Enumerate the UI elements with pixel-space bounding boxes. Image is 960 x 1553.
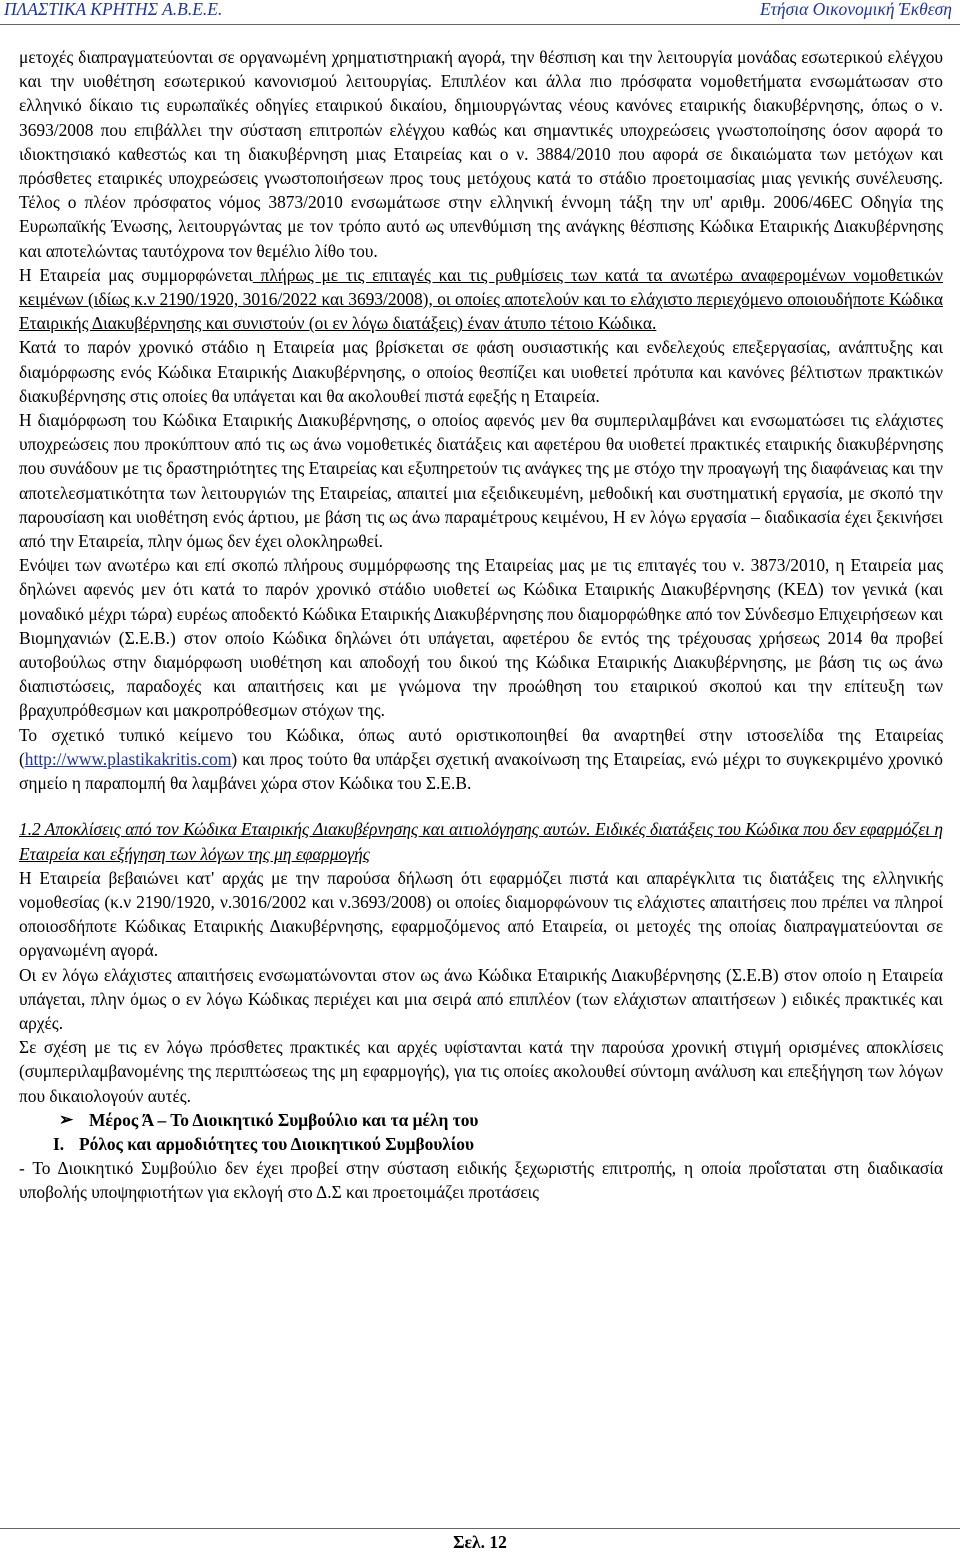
page-number: Σελ. 12 (453, 1532, 507, 1552)
paragraph: Σε σχέση με τις εν λόγω πρόσθετες πρακτικές και αρχές υφίστανται κατά την παρούσα χρονική στιγμή ορισμένες αποκλίσεις (συμπεριλαμβανομένης της περιπτώσεως της μη εφαρμογής), για τις οποίες ακολουθεί σύντομη ανάλυση και επεξήγηση των λόγων που δικαιολογούν αυτές. (19, 1037, 943, 1106)
page-body (19, 45, 943, 1205)
subsection-heading-text: Ρόλος και αρμοδιότητες του Διοικητικού Συμβουλίου (79, 1133, 475, 1154)
paragraph: Κατά το παρόν χρονικό στάδιο η Εταιρεία μας βρίσκεται σε φάση ουσιαστικής και ενδελεχούς επεξεργασίας, ανάπτυξης και διαμόρφωσης ενός Κώδικα Εταιρικής Διακυβέρνησης, ο οποίος θεσπίζει και υιοθετεί πρότυπα και κανόνες βέλτιστων πρακτικών διακυβέρνησης στις οποίες θα υπάγεται και θα ακολουθεί πιστά εφεξής η Εταιρεία. (19, 337, 943, 406)
company-name: ΠΛΑΣΤΙΚΑ ΚΡΗΤΗΣ Α.Β.Ε.Ε. (4, 0, 223, 19)
paragraph-lead: Η Εταιρεία μας συμμορφώνεται (19, 264, 253, 285)
paragraph (19, 723, 943, 796)
report-title: Ετήσια Οικονομική Έκθεση (759, 0, 952, 19)
section-title: 1.2 Αποκλίσεις από τον Κώδικα Εταιρικής Διακυβέρνησης και αιτιολόγησης αυτών. Ειδικές διατάξεις του Κώδικα που δεν εφαρμόζει η Εταιρεία και εξήγηση των λόγων της μη εφαρμογής (19, 819, 943, 864)
paragraph: μετοχές διαπραγματεύονται σε οργανωμένη χρηματιστηριακή αγορά, την θέσπιση και την λειτουργία μονάδας εσωτερικού ελέγχου και την υιοθέτηση εσωτερικού κανονισμού λειτουργίας. Επιπλέον και άλλα πιο πρόσφατα νομοθετήματα ενσωμάτωσαν στο ελληνικό δίκαιο τις ευρωπαϊκές οδηγίες εταιρικού δικαίου, δημιουργώντας νέους κανόνες εταιρικής διακυβέρνησης, όπως ο ν. 3693/2008 που επιβάλλει την σύσταση επιτροπών ελέγχου καθώς και σημαντικές υποχρεώσεις γνωστοποίησης όσον αφορά το ιδιοκτησιακό καθεστώς και τη διακυβέρνηση μιας Εταιρείας και ο ν. 3884/2010 που αφορά σε δικαιώματα των μετόχων και πρόσθετες εταιρικές υποχρεώσεις γνωστοποιήσεων προς τους μετόχους κατά το στάδιο προετοιμασίας μιας γενικής συνέλευσης. Τέλος ο πλέον πρόσφατος νόμος 3873/2010 ενσωμάτωσε στην ελληνική έννομη τάξη την υπ' αριθμ. 2006/46ΕC Οδηγία της Ευρωπαϊκής Ένωσης, λειτουργώντας με τον τρόπο αυτό ως υπενθύμιση της ανάγκης θέσπισης Κώδικα Εταιρικής Διακυβέρνησης και αποτελώντας ταυτόχρονα τον θεμέλιο λίθο του. (19, 47, 943, 261)
paragraph: Η Εταιρεία βεβαιώνει κατ' αρχάς με την παρούσα δήλωση ότι εφαρμόζει πιστά και απαρέγκλιτα τις διατάξεις της ελληνικής νομοθεσίας (κ.ν 2190/1920, ν.3016/2002 και ν.3693/2008) οι οποίες διαμορφώνουν τις ελάχιστες απαιτήσεις που πρέπει να πληροί οποιοσδήποτε Κώδικας Εταιρικής Διακυβέρνησης, εφαρμοζόμενος από Εταιρεία, οι μετοχές της οποίας διαπραγματεύονται σε οργανωμένη αγορά. (19, 867, 943, 961)
page-header (0, 0, 960, 24)
website-link[interactable]: http://www.plastikakritis.com (24, 748, 232, 769)
bullet-heading (19, 1108, 943, 1132)
bullet-heading-text: Μέρος Ά – Το Διοικητικό Συμβούλιο και τα μέλη του (89, 1109, 479, 1130)
subsection-number: I. (53, 1133, 65, 1154)
paragraph: Η διαμόρφωση του Κώδικα Εταιρικής Διακυβέρνησης, ο οποίος αφενός μεν θα συμπεριλαμβάνει και ενσωματώσει τις ελάχιστες υποχρεώσεις που προκύπτουν από τις ως άνω νομοθετικές διατάξεις και αφετέρου θα υιοθετεί πρακτικές εταιρικής διακυβέρνησης που συνάδουν με τις δραστηριότητες της Εταιρείας και εξυπηρετούν τις ανάγκες της με στόχο την προαγωγή της διαφάνειας και την αποτελεσματικότητα των λειτουργιών της Εταιρείας, απαιτεί μια εξειδικευμένη, μεθοδική και συστηματική εργασία, με σκοπό την παρουσίαση και υιοθέτηση ενός άρτιου, με βάση τις ως άνω παραμέτρους κειμένου, Η εν λόγω εργασία – διαδικασία έχει ξεκινήσει από την Εταιρεία, πλην όμως δεν έχει ολοκληρωθεί. (19, 410, 943, 552)
paragraph-text: Το σχετικό τυπικό κείμενο του Κώδικα, όπως αυτό οριστικοποιηθεί θα αναρτηθεί στην ιστοσελίδα της Εταιρείας ( (19, 724, 943, 769)
subsection-heading (19, 1132, 943, 1156)
paragraph-text: ) και προς τούτο θα υπάρξει σχετική ανακοίνωση της Εταιρείας, ενώ μέχρι το συγκεκριμένο χρονικό σημείο η παραπομπή θα λαμβάνει χώρα στον Κώδικα του Σ.Ε.Β. (19, 748, 943, 794)
paragraph: Οι εν λόγω ελάχιστες απαιτήσεις ενσωματώνονται στον ως άνω Κώδικα Εταιρικής Διακυβέρνησης (Σ.Ε.Β) στον οποίο η Εταιρεία υπάγεται, πλην όμως ο εν λόγω Κώδικας περιέχει και μια σειρά από επιπλέον (των ελάχιστων απαιτήσεων ) ειδικές πρακτικές και αρχές. (19, 964, 943, 1033)
footer-divider (0, 1528, 960, 1529)
arrow-bullet-icon: ➢ (59, 1109, 74, 1129)
paragraph: - Το Διοικητικό Συμβούλιο δεν έχει προβεί στην σύσταση ειδικής ξεχωριστής επιτροπής, η οποία προΐσταται στη διαδικασία υποβολής υποψηφιοτήτων για εκλογή στο Δ.Σ και προετοιμάζει προτάσεις (19, 1158, 943, 1203)
header-divider (0, 24, 960, 25)
paragraph (19, 263, 943, 336)
underlined-text: πλήρως με τις επιταγές και τις ρυθμίσεις των κατά τα ανωτέρω αναφερομένων νομοθετικών κειμένων (ιδίως κ.ν 2190/1920, 3016/2022 και 3693/2008), οι οποίες αποτελούν και το ελάχιστο περιεχόμενο οποιουδήποτε Κώδικα Εταιρικής Διακυβέρνησης και συνιστούν (οι εν λόγω διατάξεις) έναν άτυπο τέτοιο Κώδικα. (19, 264, 944, 334)
spacer (19, 795, 943, 817)
paragraph: Ενόψει των ανωτέρω και επί σκοπώ πλήρους συμμόρφωσης της Εταιρείας μας με τις επιταγές του ν. 3873/2010, η Εταιρεία μας δηλώνει αφενός μεν ότι κατά το παρόν χρονικό στάδιο υιοθετεί ως Κώδικα Εταιρικής Διακυβέρνησης (ΚΕΔ) τον γενικά (και μοναδικό μέχρι τώρα) ευρέως αποδεκτό Κώδικα Εταιρικής Διακυβέρνησης που διαμορφώθηκε από τον Σύνδεσμο Επιχειρήσεων και Βιομηχανιών (Σ.Ε.Β.) στον οποίο Κώδικα δηλώνει ότι υπάγεται, αφετέρου δε εντός της τρέχουσας χρήσεως 2014 θα προβεί αυτοβούλως στην διαμόρφωση υιοθέτηση και αποδοχή του δικού της Κώδικα Εταιρικής Διακυβέρνησης, με βάση τις ως άνω διαπιστώσεις, παραδοχές και απαιτήσεις και με γνώμονα την προώθηση του εταιρικού σκοπού και την επίτευξη των βραχυπρόθεσμων και μακροπρόθεσμων στόχων της. (19, 555, 943, 721)
